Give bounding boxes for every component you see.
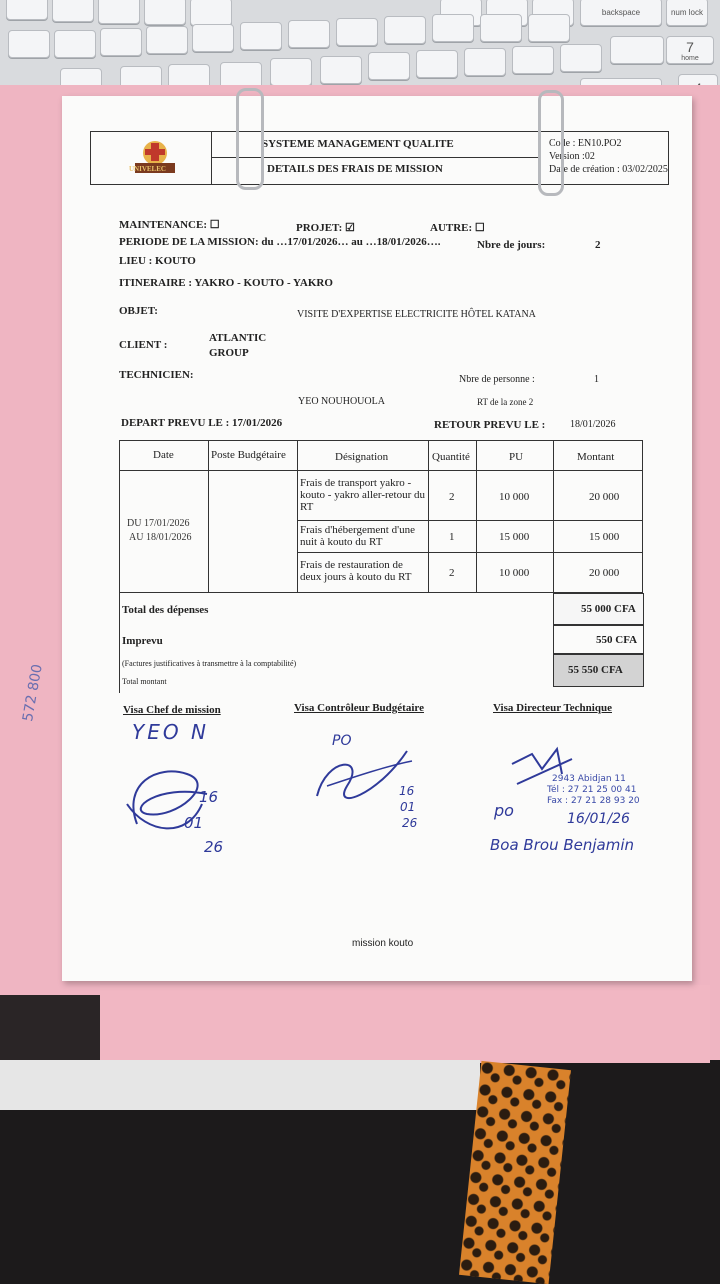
controleur-po: PO (332, 733, 352, 749)
key-1[interactable] (8, 30, 50, 58)
key-7[interactable] (288, 20, 330, 48)
pu-cell: 15 000 (476, 520, 554, 553)
controleur-date-year: 26 (402, 816, 418, 830)
col-header-pu: PU (476, 440, 554, 471)
margin-note: 572 800 (20, 662, 46, 723)
receipt-note: (Factures justificatives à transmettre à la comptabilité) (122, 659, 297, 668)
col-header-budget: Poste Budgétaire (208, 440, 298, 471)
qty-cell: 2 (428, 552, 477, 593)
key[interactable] (512, 46, 554, 74)
maintenance-checkbox: MAINTENANCE: ☐ (119, 219, 220, 231)
pu-cell: 10 000 (476, 470, 554, 521)
technician-name: YEO NOUHOUOLA (298, 396, 385, 407)
date-cell: DU 17/01/2026 AU 18/01/2026 (119, 470, 209, 593)
projet-checkbox: PROJET: ☑ (296, 222, 355, 234)
technician-role: RT de la zone 2 (477, 397, 534, 407)
location: LIEU : KOUTO (119, 255, 196, 267)
chef-date-day: 16 (199, 788, 219, 806)
folder-front-flap (100, 985, 710, 1063)
key-y[interactable] (270, 58, 312, 86)
folder-white-edge (0, 1060, 480, 1110)
key-p[interactable] (464, 48, 506, 76)
visa-chef-label: Visa Chef de mission (123, 704, 221, 716)
form-title-1: SYSTEME MANAGEMENT QUALITE (262, 138, 454, 150)
key-3[interactable] (100, 28, 142, 56)
key-2[interactable] (54, 30, 96, 58)
key-i[interactable] (368, 52, 410, 80)
key[interactable] (52, 0, 94, 22)
form-title-2: DETAILS DES FRAIS DE MISSION (267, 163, 443, 175)
total-amount-cell: 55 550 CFA (553, 654, 644, 687)
table-row: Frais d'hébergement d'une nuit à kouto du RT (297, 520, 429, 553)
form-code: Code : EN10.PO2 (549, 138, 622, 149)
col-header-designation: Désignation (297, 440, 429, 471)
chef-date-month: 01 (184, 814, 204, 832)
amount-cell: 15 000 (553, 520, 643, 553)
key-6[interactable] (240, 22, 282, 50)
directeur-date: 16/01/26 (567, 811, 630, 827)
key-8[interactable] (336, 18, 378, 46)
client-label: CLIENT : (119, 339, 168, 351)
technician-label: TECHNICIEN: (119, 369, 194, 381)
logo-text: UNIVELEC (129, 165, 166, 173)
key-9[interactable] (384, 16, 426, 44)
key[interactable] (6, 0, 48, 20)
persons-value: 1 (594, 374, 599, 385)
col-header-date: Date (119, 440, 209, 471)
paper-clip-left (236, 88, 264, 190)
key-5[interactable] (192, 24, 234, 52)
backspace-key[interactable]: backspace (580, 0, 662, 26)
col-header-qty: Quantité (428, 440, 477, 471)
client-line-1: ATLANTIC (209, 332, 267, 344)
days-label: Nbre de jours: (477, 239, 546, 251)
autre-checkbox: AUTRE: ☐ (430, 222, 485, 234)
numpad-7-key[interactable]: 7 home (666, 36, 714, 64)
page-footer: mission kouto (352, 938, 414, 949)
mission-period: PERIODE DE LA MISSION: du …17/01/2026… au …18/01/2026…. (119, 236, 441, 248)
total-expenses-cell: 55 000 CFA (553, 593, 644, 625)
object-value: VISITE D'EXPERTISE ELECTRICITE HÔTEL KATANA (297, 309, 536, 320)
logo-cell (91, 132, 212, 184)
qty-cell: 1 (428, 520, 477, 553)
totals-left-border (119, 593, 120, 693)
budget-cell (208, 470, 298, 593)
form-creation-date: Date de création : 03/02/2025 (549, 164, 668, 175)
expense-table (119, 440, 643, 593)
amount-cell: 20 000 (553, 552, 643, 593)
object-label: OBJET: (119, 305, 158, 317)
controleur-date-day: 16 (399, 784, 415, 798)
persons-label: Nbre de personne : (459, 374, 535, 385)
mission-expense-form (62, 96, 692, 981)
form-header (90, 131, 669, 185)
company-stamp: 2943 Abidjan 11 Tél : 27 21 25 00 41 Fax : 27 21 28 93 20 (502, 744, 652, 806)
amount-cell: 20 000 (553, 470, 643, 521)
departure-date: DEPART PREVU LE : 17/01/2026 (121, 417, 283, 429)
unforeseen-cell: 550 CFA (553, 625, 644, 654)
col-header-amount: Montant (553, 440, 643, 471)
key-0[interactable] (432, 14, 474, 42)
unforeseen-label: Imprevu (122, 635, 163, 647)
table-row: Frais de restauration de deux jours à kouto du RT (297, 552, 429, 593)
key[interactable] (190, 0, 232, 26)
chef-handwritten-name: YEO N (132, 720, 209, 744)
chef-date-year: 26 (204, 838, 224, 856)
key[interactable] (480, 14, 522, 42)
key-o[interactable] (416, 50, 458, 78)
table-row: Frais de transport yakro - kouto - yakro aller-retour du RT (297, 470, 429, 521)
return-label: RETOUR PREVU LE : (434, 419, 546, 431)
key[interactable] (144, 0, 186, 25)
key[interactable] (610, 36, 664, 64)
total-expenses-label: Total des dépenses (122, 604, 209, 616)
directeur-po: po (494, 801, 514, 820)
visa-controleur-label: Visa Contrôleur Budgétaire (294, 702, 424, 714)
controleur-date-month: 01 (400, 800, 416, 814)
key-4[interactable] (146, 26, 188, 54)
client-line-2: GROUP (209, 347, 249, 359)
key[interactable] (98, 0, 140, 24)
key-u[interactable] (320, 56, 362, 84)
paper-clip-right (538, 90, 564, 196)
itinerary: ITINERAIRE : YAKRO - KOUTO - YAKRO (119, 277, 333, 289)
days-value: 2 (595, 239, 601, 251)
return-date: 18/01/2026 (570, 419, 616, 430)
visa-directeur-label: Visa Directeur Technique (493, 702, 612, 714)
qty-cell: 2 (428, 470, 477, 521)
directeur-name: Boa Brou Benjamin (490, 836, 635, 854)
key[interactable] (560, 44, 602, 72)
total-amount-label: Total montant (122, 677, 167, 686)
pu-cell: 10 000 (476, 552, 554, 593)
folder-dark-strip (0, 995, 105, 1065)
key[interactable] (528, 14, 570, 42)
numlock-key[interactable]: num lock (666, 0, 708, 26)
form-version: Version :02 (549, 151, 595, 162)
